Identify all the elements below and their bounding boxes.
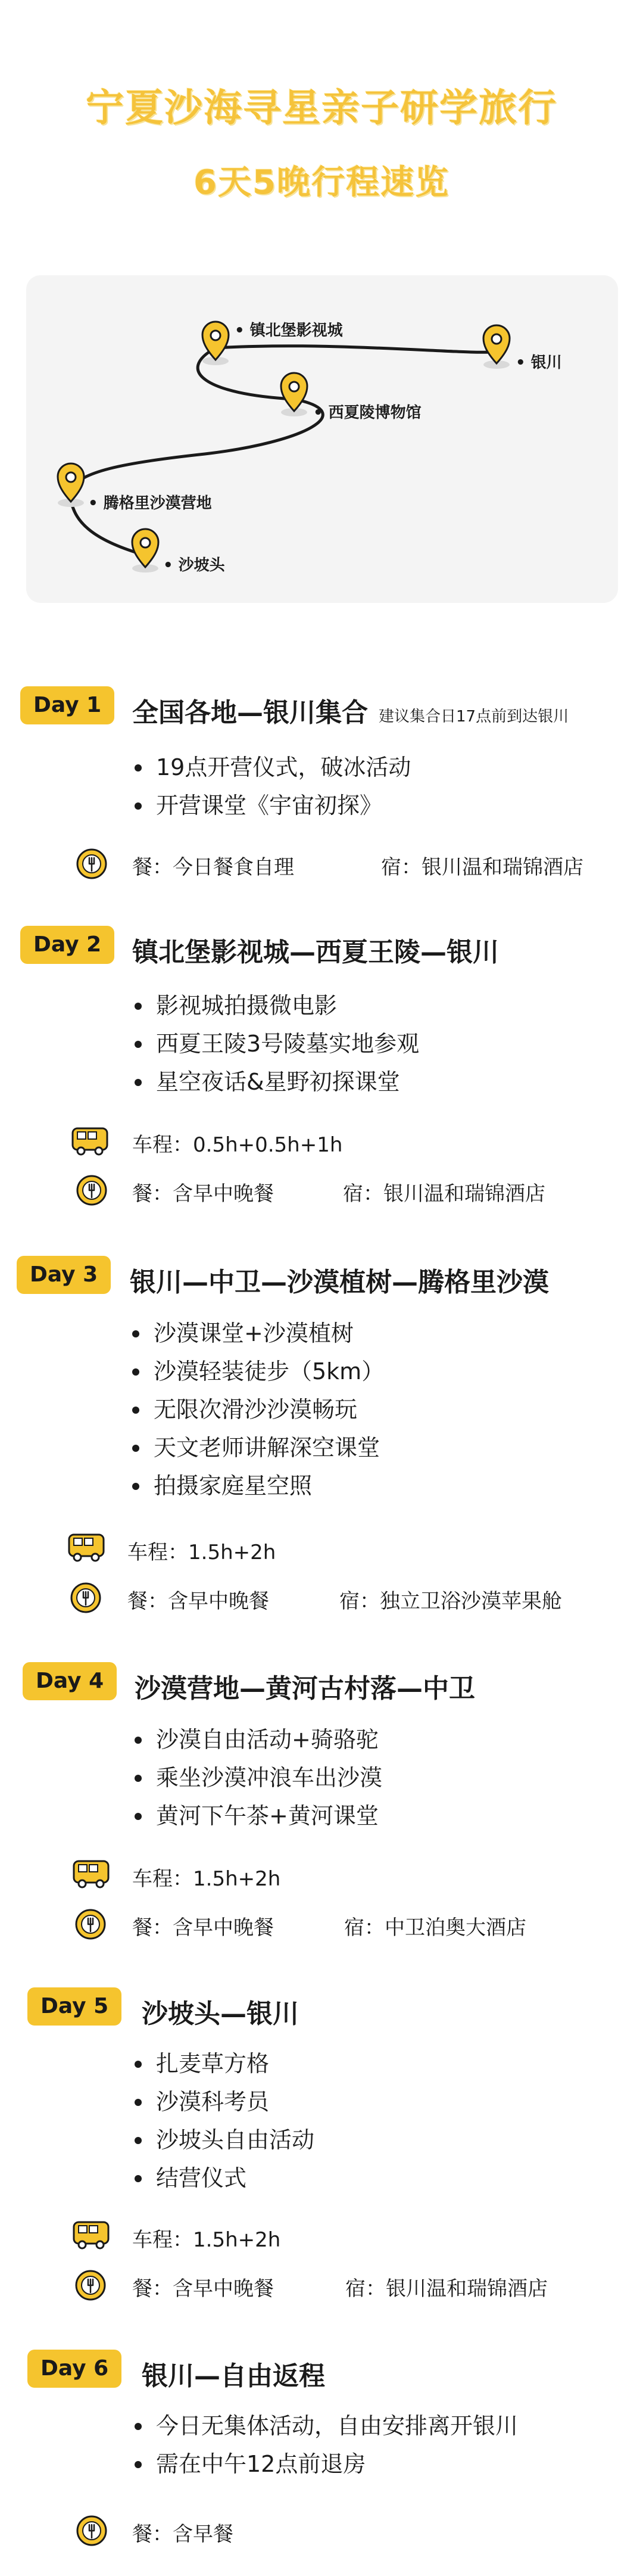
meal-info: 餐：含早中晚餐 (132, 1916, 274, 1940)
hotel-info: 宿：银川温和瑞锦酒店 (343, 1182, 545, 1206)
list-item: 无限次滑沙沙漠畅玩 (132, 1390, 384, 1429)
map-pin-icon (202, 322, 229, 365)
day-title: 沙漠营地—黄河古村落—中卫 (135, 1673, 475, 1704)
meal-icon (74, 1908, 107, 1941)
meal-info: 餐：含早中晚餐 (132, 1182, 274, 1206)
meal-icon (75, 2514, 108, 2547)
route-map (26, 275, 618, 603)
day-badge: Day 4 (23, 1662, 117, 1700)
day-activity-list (132, 1314, 384, 1505)
list-item: 结营仪式 (135, 2159, 314, 2197)
meal-info: 餐：今日餐食自理 (132, 855, 294, 879)
bus-icon (67, 1531, 108, 1564)
meal-icon (75, 1174, 108, 1207)
day-activity-list (135, 748, 411, 825)
hotel-info: 宿：中卫泊奥大酒店 (344, 1916, 526, 1940)
hotel-info: 宿：独立卫浴沙漠苹果舱 (339, 1589, 562, 1613)
list-item: 西夏王陵3号陵墓实地参观 (135, 1025, 419, 1063)
day-title: 全国各地—银川集合 建议集合日17点前到达银川 (132, 698, 569, 728)
map-label: • 腾格里沙漠营地 (88, 491, 212, 513)
list-item: 开营课堂《宇宙初探》 (135, 786, 411, 825)
day-title: 沙坡头—银川 (142, 1999, 299, 2029)
map-label: • 沙坡头 (163, 553, 225, 575)
day-activity-list (135, 987, 419, 1101)
map-label: • 西夏陵博物馆 (313, 400, 422, 422)
hotel-info: 宿：银川温和瑞锦酒店 (345, 2277, 548, 2301)
meal-info: 餐：含早中晚餐 (132, 2277, 274, 2301)
list-item: 乘坐沙漠冲浪车出沙漠 (135, 1759, 382, 1797)
day-activity-list (135, 2045, 314, 2197)
bus-icon (71, 2219, 113, 2252)
list-item: 拍摄家庭星空照 (132, 1467, 384, 1505)
list-item: 沙漠课堂+沙漠植树 (132, 1314, 384, 1352)
day-title: 银川—中卫—沙漠植树—腾格里沙漠 (130, 1267, 549, 1298)
map-label: • 镇北堡影视城 (235, 318, 343, 340)
meal-info: 餐：含早中晚餐 (127, 1589, 269, 1613)
list-item: 沙漠自由活动+骑骆驼 (135, 1721, 382, 1759)
list-item: 天文老师讲解深空课堂 (132, 1429, 384, 1467)
meal-info: 餐：含早餐 (132, 2522, 233, 2546)
drive-info: 车程：1.5h+2h (132, 1867, 281, 1891)
list-item: 影视城拍摄微电影 (135, 987, 419, 1025)
list-item: 扎麦草方格 (135, 2045, 314, 2083)
list-item: 沙漠轻装徒步（5km） (132, 1352, 384, 1390)
day-badge: Day 6 (27, 2350, 121, 2388)
list-item: 沙漠科考员 (135, 2083, 314, 2121)
meal-icon (74, 2269, 107, 2302)
day-activity-list (135, 1721, 382, 1835)
meal-icon (75, 847, 108, 881)
map-pin-icon (132, 529, 158, 573)
hotel-info: 宿：银川温和瑞锦酒店 (381, 855, 583, 879)
map-label: • 银川 (516, 350, 562, 372)
drive-info: 车程：1.5h+2h (132, 2228, 281, 2252)
drive-info: 车程：0.5h+0.5h+1h (132, 1133, 343, 1157)
list-item: 沙坡头自由活动 (135, 2121, 314, 2159)
day-badge: Day 5 (27, 1987, 121, 2026)
bus-icon (71, 1858, 113, 1891)
day-badge: Day 1 (20, 686, 114, 724)
list-item: 今日无集体活动，自由安排离开银川 (135, 2407, 518, 2445)
map-pin-icon (58, 463, 84, 507)
day-badge: Day 3 (17, 1256, 111, 1294)
day-note: 建议集合日17点前到达银川 (379, 708, 569, 726)
list-item: 需在中午12点前退房 (135, 2445, 518, 2483)
day-title: 镇北堡影视城—西夏王陵—银川 (132, 937, 499, 967)
list-item: 星空夜话&星野初探课堂 (135, 1063, 419, 1101)
day-badge: Day 2 (20, 926, 114, 964)
page-title: 宁夏沙海寻星亲子研学旅行 (86, 86, 557, 130)
meal-icon (69, 1581, 102, 1614)
day-title: 银川—自由返程 (142, 2361, 325, 2391)
map-pin-icon (281, 373, 307, 416)
list-item: 19点开营仪式，破冰活动 (135, 748, 411, 786)
day-activity-list (135, 2407, 518, 2483)
bus-icon (70, 1125, 112, 1158)
list-item: 黄河下午茶+黄河课堂 (135, 1797, 382, 1835)
page-subtitle: 6天5晚行程速览 (193, 163, 450, 202)
drive-info: 车程：1.5h+2h (127, 1541, 276, 1564)
map-pin-icon (483, 325, 510, 369)
